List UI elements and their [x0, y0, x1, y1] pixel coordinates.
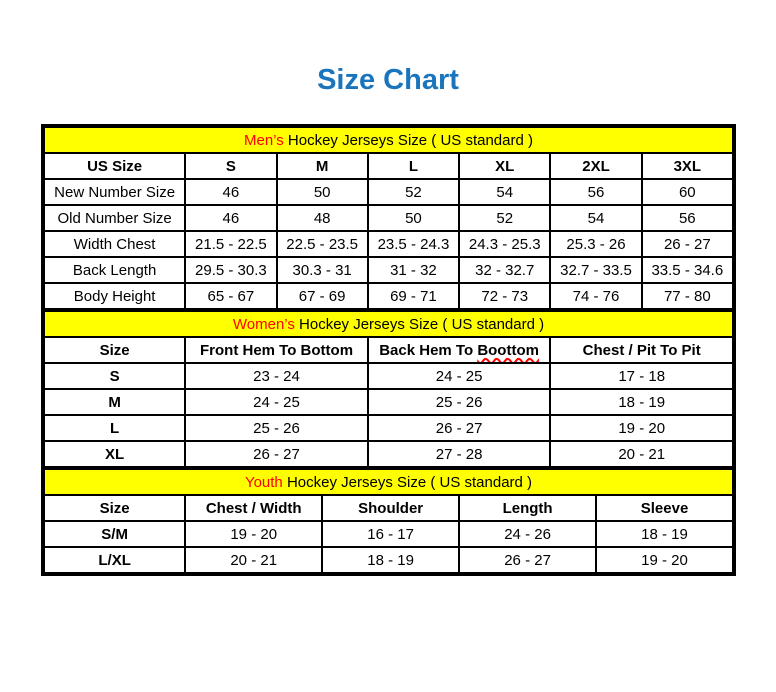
- value-cell: 18 - 19: [550, 389, 733, 415]
- value-cell: 24 - 25: [185, 389, 368, 415]
- value-cell: 27 - 28: [368, 441, 551, 467]
- value-cell: 29.5 - 30.3: [185, 257, 276, 283]
- column-header: Back Hem To Boottom: [368, 337, 551, 363]
- value-cell: 74 - 76: [550, 283, 641, 309]
- value-cell: 26 - 27: [642, 231, 733, 257]
- value-cell: 77 - 80: [642, 283, 733, 309]
- value-cell: 50: [277, 179, 368, 205]
- page-title: Size Chart: [317, 64, 459, 96]
- size-chart-tables: [41, 124, 736, 576]
- section-title-highlight: Youth: [244, 473, 283, 491]
- value-cell: 48: [277, 205, 368, 231]
- column-header: Size: [44, 495, 185, 521]
- value-cell: 22.5 - 23.5: [277, 231, 368, 257]
- column-header: Size: [44, 337, 185, 363]
- value-cell: 32 - 32.7: [459, 257, 550, 283]
- column-header: Chest / Width: [185, 495, 322, 521]
- value-cell: 52: [459, 205, 550, 231]
- table-row: [44, 283, 733, 309]
- value-cell: 23.5 - 24.3: [368, 231, 459, 257]
- value-cell: 18 - 19: [596, 521, 733, 547]
- value-cell: 23 - 24: [185, 363, 368, 389]
- row-header: Body Height: [44, 283, 185, 309]
- row-header: S: [44, 363, 185, 389]
- value-cell: 21.5 - 22.5: [185, 231, 276, 257]
- column-header: XL: [459, 153, 550, 179]
- value-cell: 18 - 19: [322, 547, 459, 573]
- column-header: 2XL: [550, 153, 641, 179]
- value-cell: 46: [185, 179, 276, 205]
- table-row: [44, 441, 733, 467]
- value-cell: 19 - 20: [185, 521, 322, 547]
- womens-section: [43, 310, 734, 468]
- column-header: US Size: [44, 153, 185, 179]
- value-cell: 17 - 18: [550, 363, 733, 389]
- misspelled-word-underline: Boottom: [477, 341, 539, 359]
- column-header: Front Hem To Bottom: [185, 337, 368, 363]
- value-cell: 54: [459, 179, 550, 205]
- value-cell: 26 - 27: [459, 547, 596, 573]
- value-cell: 25 - 26: [185, 415, 368, 441]
- column-header: Chest / Pit To Pit: [550, 337, 733, 363]
- value-cell: 25 - 26: [368, 389, 551, 415]
- value-cell: 67 - 69: [277, 283, 368, 309]
- section-title-text: Hockey Jerseys Size ( US standard ): [282, 473, 533, 491]
- row-header: XL: [44, 441, 185, 467]
- mens-section: [43, 126, 734, 310]
- table-row: [44, 231, 733, 257]
- value-cell: 32.7 - 33.5: [550, 257, 641, 283]
- table-row: [44, 547, 733, 573]
- table-row: [44, 363, 733, 389]
- column-header: 3XL: [642, 153, 733, 179]
- section-title-highlight: Men’s: [243, 131, 284, 149]
- youth-section: [43, 468, 734, 574]
- row-header: M: [44, 389, 185, 415]
- table-row: [44, 179, 733, 205]
- value-cell: 31 - 32: [368, 257, 459, 283]
- value-cell: 50: [368, 205, 459, 231]
- value-cell: 72 - 73: [459, 283, 550, 309]
- value-cell: 46: [185, 205, 276, 231]
- value-cell: 16 - 17: [322, 521, 459, 547]
- youth-section-band: [44, 469, 733, 495]
- value-cell: 24.3 - 25.3: [459, 231, 550, 257]
- womens-section-band: [44, 311, 733, 337]
- row-header: New Number Size: [44, 179, 185, 205]
- row-header: L/XL: [44, 547, 185, 573]
- row-header: Back Length: [44, 257, 185, 283]
- value-cell: 33.5 - 34.6: [642, 257, 733, 283]
- column-header: Length: [459, 495, 596, 521]
- column-header: Sleeve: [596, 495, 733, 521]
- column-header: L: [368, 153, 459, 179]
- value-cell: 25.3 - 26: [550, 231, 641, 257]
- mens-section-band: [44, 127, 733, 153]
- row-header: Old Number Size: [44, 205, 185, 231]
- column-header: M: [277, 153, 368, 179]
- value-cell: 52: [368, 179, 459, 205]
- value-cell: 26 - 27: [368, 415, 551, 441]
- table-row: [44, 205, 733, 231]
- table-row: [44, 257, 733, 283]
- section-title-highlight: Women’s: [232, 315, 295, 333]
- section-title-text: Hockey Jerseys Size ( US standard ): [283, 131, 533, 149]
- value-cell: 30.3 - 31: [277, 257, 368, 283]
- row-header: Width Chest: [44, 231, 185, 257]
- column-header: Shoulder: [322, 495, 459, 521]
- value-cell: 65 - 67: [185, 283, 276, 309]
- value-cell: 26 - 27: [185, 441, 368, 467]
- value-cell: 56: [550, 179, 641, 205]
- value-cell: 24 - 25: [368, 363, 551, 389]
- value-cell: 24 - 26: [459, 521, 596, 547]
- row-header: L: [44, 415, 185, 441]
- row-header: S/M: [44, 521, 185, 547]
- value-cell: 69 - 71: [368, 283, 459, 309]
- table-row: [44, 415, 733, 441]
- table-row: [44, 389, 733, 415]
- value-cell: 20 - 21: [550, 441, 733, 467]
- value-cell: 54: [550, 205, 641, 231]
- value-cell: 56: [642, 205, 733, 231]
- value-cell: 19 - 20: [596, 547, 733, 573]
- value-cell: 60: [642, 179, 733, 205]
- value-cell: 20 - 21: [185, 547, 322, 573]
- section-title-text: Hockey Jerseys Size ( US standard ): [294, 315, 545, 333]
- column-header: S: [185, 153, 276, 179]
- table-row: [44, 521, 733, 547]
- value-cell: 19 - 20: [550, 415, 733, 441]
